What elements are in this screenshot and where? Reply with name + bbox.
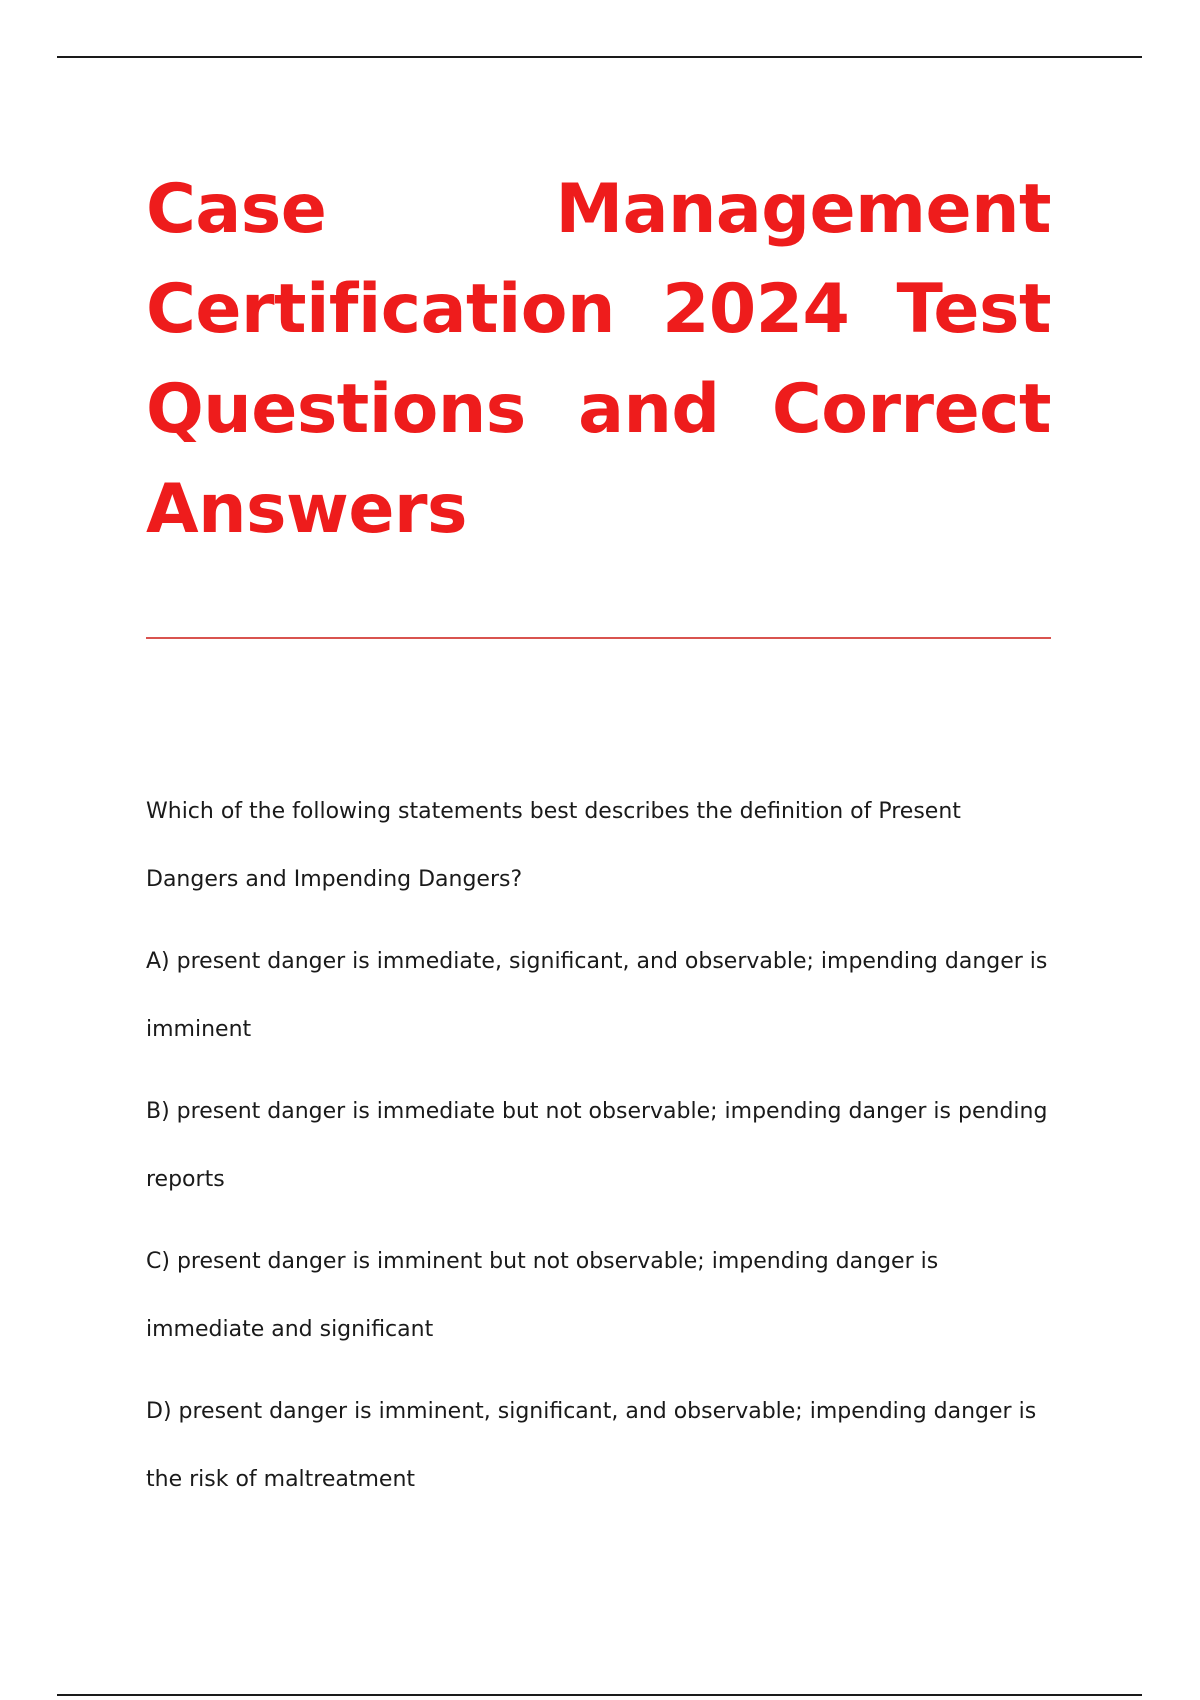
top-rule	[57, 56, 1142, 58]
title-divider	[146, 637, 1051, 639]
option-a: A) present danger is immediate, significant, and observable; impending danger is imminent	[146, 949, 1048, 1042]
document-title: Case Management Certification 2024 Test Questions and Correct Answers	[146, 170, 1051, 549]
option-c: C) present danger is imminent but not observable; impending danger is immediate and significant	[146, 1249, 939, 1342]
bottom-rule	[57, 1694, 1142, 1696]
question-block	[146, 778, 1051, 1514]
question-text: Which of the following statements best describes the definition of Present Dangers and Impending Dangers?	[146, 799, 961, 892]
option-b: B) present danger is immediate but not observable; impending danger is pending reports	[146, 1099, 1048, 1192]
option-d: D) present danger is imminent, significant, and observable; impending danger is the risk of maltreatment	[146, 1399, 1037, 1492]
